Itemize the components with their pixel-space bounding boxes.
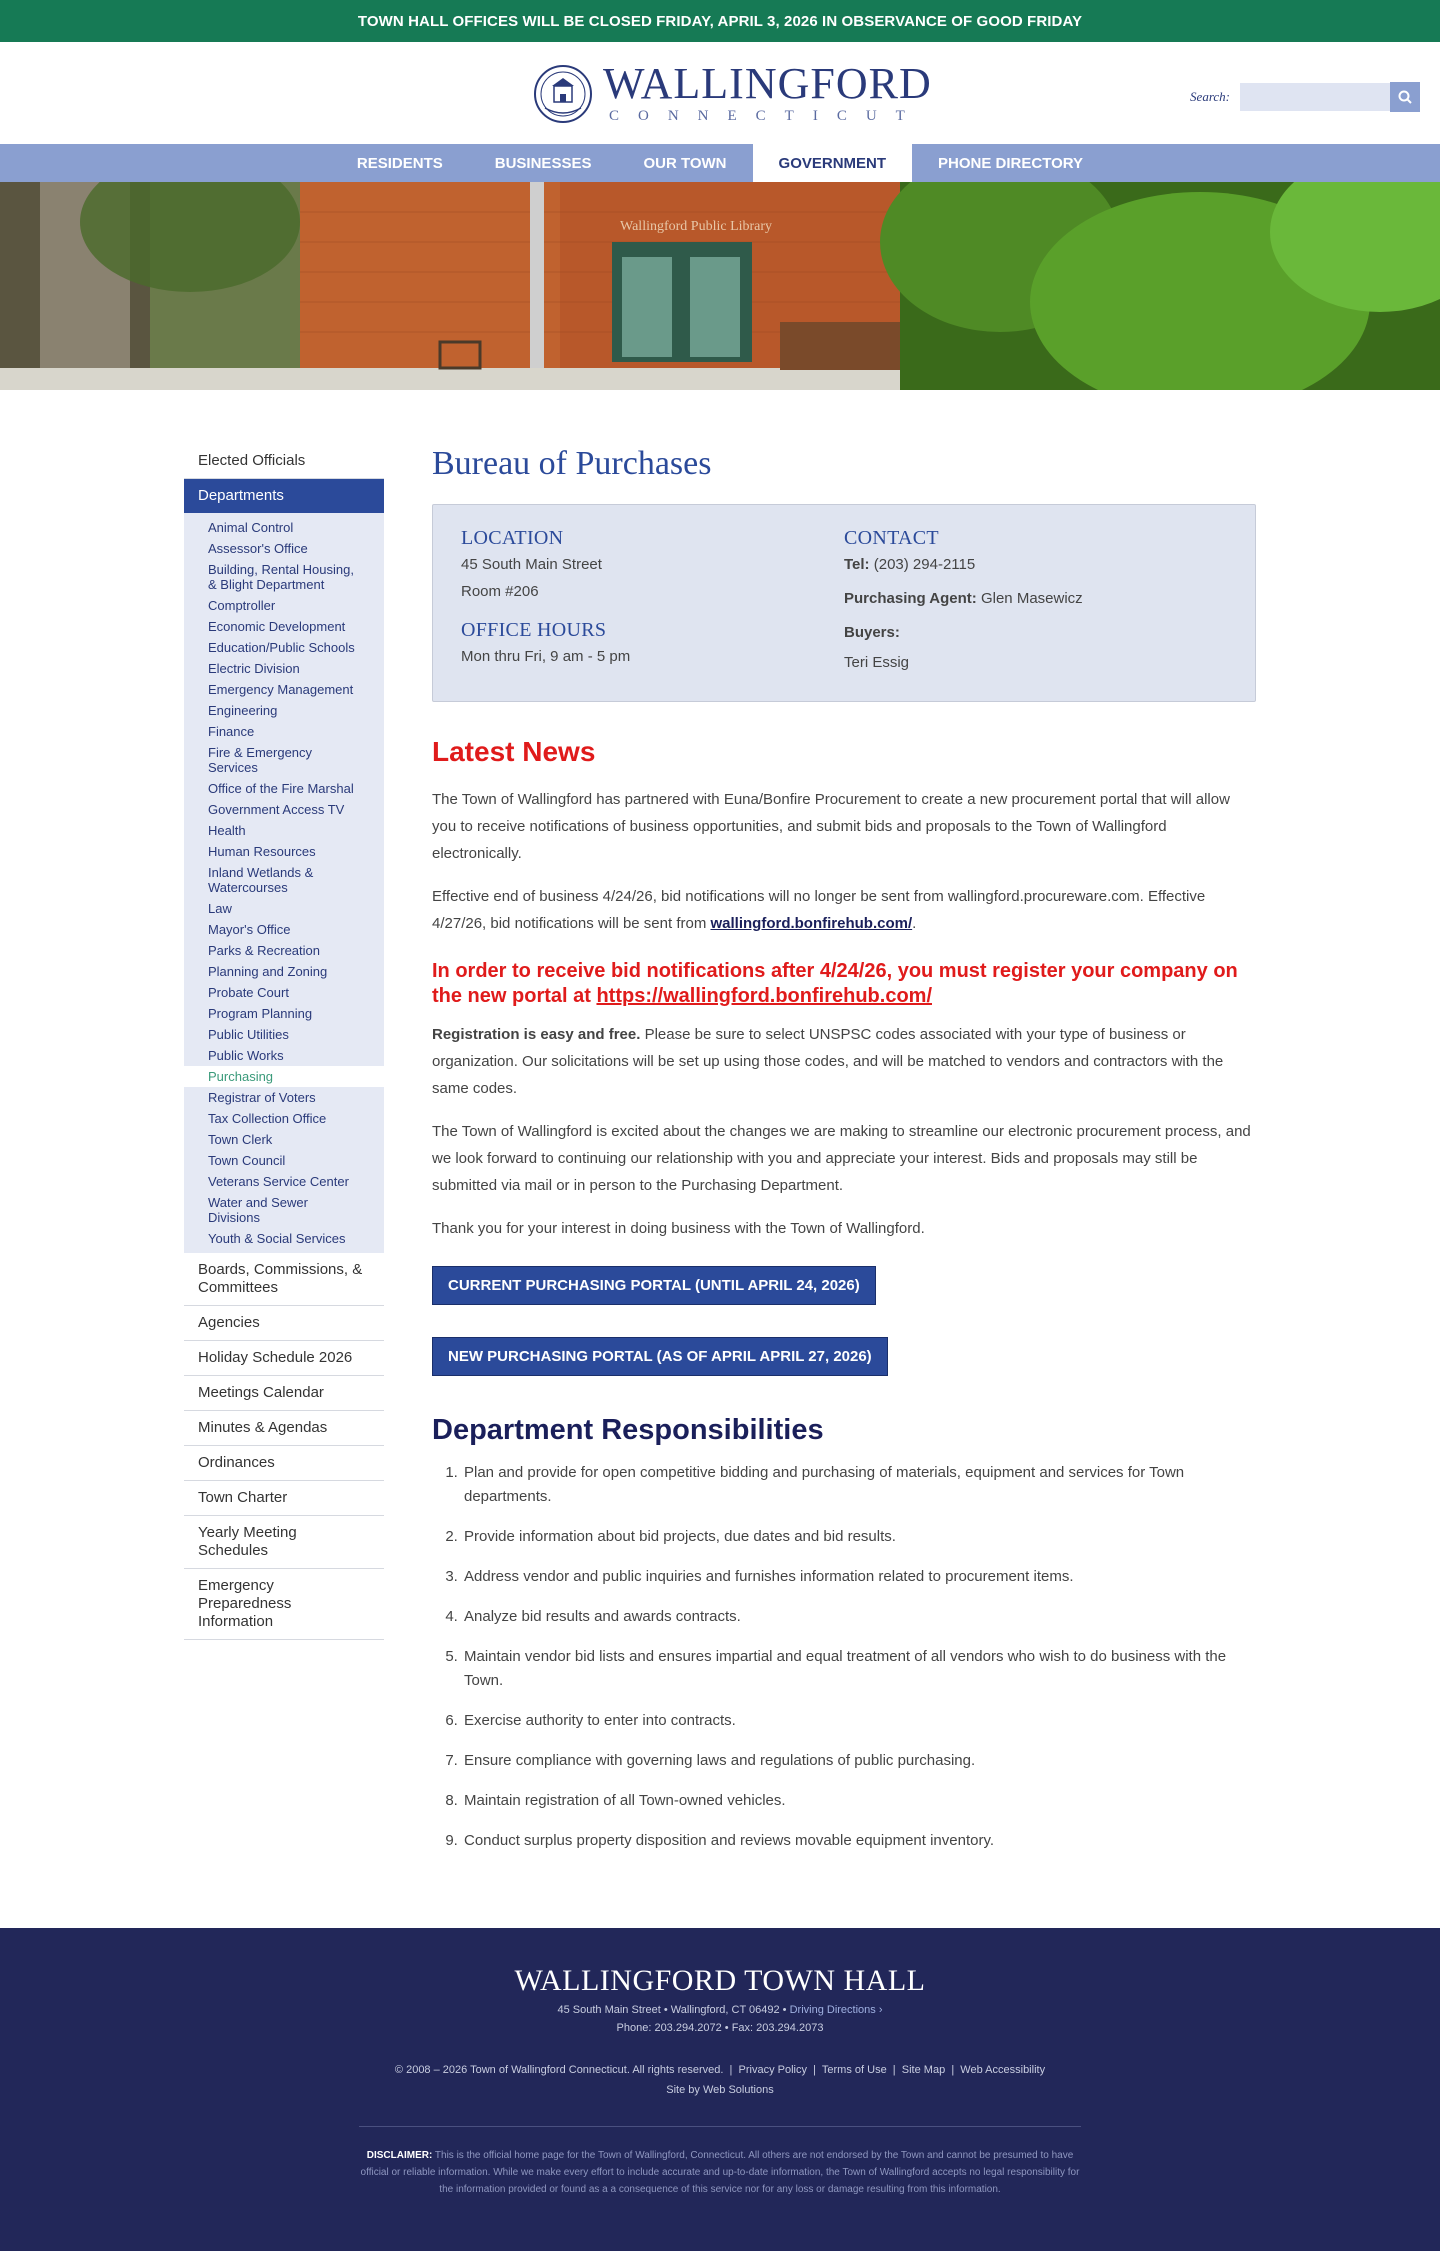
responsibilities-list bbox=[432, 1461, 1256, 1853]
news-paragraph-1: The Town of Wallingford has partnered with Euna/Bonfire Procurement to create a new procurement portal that will allow you to receive notifications of business opportunities, and submit bids and proposals to the Town of Wallingford electronically. bbox=[432, 791, 1230, 862]
sidebar-dept-item[interactable]: Inland Wetlands & Watercourses bbox=[208, 865, 314, 895]
news-paragraph-4: The Town of Wallingford is excited about the changes we are making to streamline our electronic procurement process, and we look forward to continuing our relationship with you and appreciate your interest. Bids and proposals may still be submitted via mail or in person to the Purchasing Department. bbox=[432, 1123, 1251, 1194]
main-content bbox=[432, 444, 1256, 1869]
sidebar-dept-item[interactable]: Program Planning bbox=[208, 1006, 313, 1021]
sidebar-item[interactable]: Meetings Calendar bbox=[184, 1376, 384, 1411]
news-paragraph-3: Registration is easy and free. Please be sure to select UNSPSC codes associated with your type of business or organization. Our solicitations will be set up using those codes, and will be matched to vendors and contractors with the same codes. bbox=[432, 1026, 1224, 1097]
purchasing-agent-label: Purchasing Agent: bbox=[844, 590, 977, 607]
current-portal-button[interactable]: CURRENT PURCHASING PORTAL (UNTIL APRIL 24, 2026) bbox=[432, 1266, 876, 1305]
new-portal-button[interactable]: NEW PURCHASING PORTAL (AS OF APRIL APRIL 27, 2026) bbox=[432, 1337, 888, 1376]
location-address-2: Room #206 bbox=[461, 583, 539, 600]
closure-alert-text: TOWN HALL OFFICES WILL BE CLOSED FRIDAY, APRIL 3, 2026 IN OBSERVANCE OF GOOD FRIDAY bbox=[357, 12, 1083, 30]
footer-link-terms[interactable]: Terms of Use bbox=[821, 2064, 887, 2076]
sidebar-dept-item[interactable]: Veterans Service Center bbox=[208, 1174, 349, 1189]
sidebar-dept-item[interactable]: Mayor's Office bbox=[208, 922, 291, 937]
logo-name: WALLINGFORD bbox=[603, 59, 932, 108]
sidebar-item[interactable]: Holiday Schedule 2026 bbox=[184, 1341, 384, 1376]
sidebar-dept-item[interactable]: Economic Development bbox=[208, 619, 346, 634]
footer-link-privacy[interactable]: Privacy Policy bbox=[738, 2064, 807, 2076]
sidebar-item[interactable]: Town Charter bbox=[184, 1481, 384, 1516]
departments-submenu bbox=[184, 513, 384, 1253]
hero-sign-text: Wallingford Public Library bbox=[620, 219, 773, 234]
office-hours-text: Mon thru Fri, 9 am - 5 pm bbox=[461, 648, 631, 665]
sidebar-item[interactable]: Boards, Commissions, & Committees bbox=[184, 1253, 384, 1306]
footer-credit[interactable]: Site by Web Solutions bbox=[666, 2084, 774, 2096]
buyers-label: Buyers: bbox=[844, 624, 900, 641]
sidebar-dept-item[interactable]: Building, Rental Housing, & Blight Department bbox=[208, 562, 354, 592]
site-footer bbox=[0, 1928, 1440, 2251]
footer-disclaimer: DISCLAIMER: This is the official home page for the Town of Wallingford, Connecticut. All others are not endorsed by the Town and cannot be presumed to have official or reliable information. While we make every effort to include accurate and up-to-date information, the Town of Wallingford accepts no legal responsibility for the information provided or found as a a consequence of this service nor for any loss or damage resulting from this information. bbox=[360, 2150, 1080, 2195]
main-nav bbox=[0, 144, 1440, 182]
sidebar-item[interactable]: Minutes & Agendas bbox=[184, 1411, 384, 1446]
sidebar-dept-item[interactable]: Youth & Social Services bbox=[208, 1231, 346, 1246]
bonfire-link[interactable]: wallingford.bonfirehub.com/ bbox=[710, 915, 913, 932]
search-bar bbox=[1190, 82, 1420, 112]
sidebar-dept-item[interactable]: Fire & Emergency Services bbox=[208, 745, 313, 775]
purchasing-agent-value: Glen Masewicz bbox=[980, 590, 1083, 607]
responsibility-item: 2. Provide information about bid projects, due dates and bid results. bbox=[462, 1525, 1256, 1549]
footer-links: © 2008 – 2026 Town of Wallingford Connecticut. All rights reserved. | Privacy Policy | Terms of Use | Site Map | Web Accessibility bbox=[394, 2064, 1046, 2076]
sidebar-dept-item[interactable]: Comptroller bbox=[208, 598, 276, 613]
responsibility-item: 8. Maintain registration of all Town-owned vehicles. bbox=[462, 1789, 1256, 1813]
sidebar-item-elected-officials[interactable]: Elected Officials bbox=[184, 444, 384, 479]
logo-subtitle: CONNECTICUT bbox=[609, 108, 924, 124]
responsibilities-heading: Department Responsibilities bbox=[432, 1414, 824, 1446]
responsibility-item: 6. Exercise authority to enter into contracts. bbox=[462, 1709, 1256, 1733]
footer-divider bbox=[359, 2126, 1081, 2127]
nav-residents[interactable]: RESIDENTS bbox=[356, 154, 443, 172]
sidebar-dept-item[interactable]: Assessor's Office bbox=[208, 541, 308, 556]
registration-alert: In order to receive bid notifications after 4/24/26, you must register your company on the new portal at https://wallingford.bonfirehub.com/ bbox=[432, 960, 1238, 1007]
sidebar-item-departments[interactable]: Departments bbox=[184, 479, 384, 513]
responsibility-item: 7. Ensure compliance with governing laws and regulations of public purchasing. bbox=[462, 1749, 1256, 1773]
responsibility-item: 9. Conduct surplus property disposition and reviews movable equipment inventory. bbox=[462, 1829, 1256, 1853]
office-hours-heading: OFFICE HOURS bbox=[461, 619, 607, 641]
sidebar-item[interactable]: Ordinances bbox=[184, 1446, 384, 1481]
sidebar-dept-item[interactable]: Tax Collection Office bbox=[208, 1111, 327, 1126]
sidebar-dept-item[interactable]: Engineering bbox=[208, 703, 278, 718]
sidebar-dept-item[interactable]: Health bbox=[208, 823, 246, 838]
contact-info-box bbox=[432, 504, 1256, 702]
nav-our-town[interactable]: OUR TOWN bbox=[643, 154, 727, 172]
sidebar-dept-item[interactable]: Planning and Zoning bbox=[208, 964, 328, 979]
sidebar-dept-item[interactable]: Education/Public Schools bbox=[208, 640, 355, 655]
sidebar-dept-item[interactable]: Public Works bbox=[208, 1048, 284, 1063]
driving-directions-link[interactable]: Driving Directions › bbox=[789, 2004, 883, 2016]
footer-title: WALLINGFORD TOWN HALL bbox=[514, 1964, 926, 1997]
site-header bbox=[0, 42, 1440, 144]
tel-value: (203) 294-2115 bbox=[873, 556, 976, 573]
tel-label: Tel: bbox=[844, 556, 870, 573]
footer-phones: Phone: 203.294.2072 • Fax: 203.294.2073 bbox=[616, 2022, 824, 2034]
town-seal-icon bbox=[533, 64, 593, 124]
sidebar-dept-item[interactable]: Finance bbox=[208, 724, 255, 739]
news-paragraph-5: Thank you for your interest in doing business with the Town of Wallingford. bbox=[432, 1220, 925, 1237]
sidebar-dept-item[interactable]: Probate Court bbox=[208, 985, 289, 1000]
sidebar-nav bbox=[184, 444, 384, 1640]
search-button[interactable] bbox=[1390, 82, 1420, 112]
closure-alert-bar bbox=[0, 0, 1440, 42]
sidebar-bottom-items bbox=[184, 1253, 384, 1640]
location-heading: LOCATION bbox=[461, 527, 564, 549]
search-input[interactable] bbox=[1240, 83, 1390, 111]
buyer-name: Teri Essig bbox=[844, 654, 910, 671]
responsibility-item: 1. Plan and provide for open competitive bidding and purchasing of materials, equipment and services for Town departments. bbox=[462, 1461, 1256, 1509]
site-logo[interactable] bbox=[533, 59, 932, 125]
search-label: Search: bbox=[1190, 89, 1230, 104]
responsibility-item: 5. Maintain vendor bid lists and ensures impartial and equal treatment of all vendors who wish to do business with the Town. bbox=[462, 1645, 1256, 1693]
sidebar-dept-item[interactable]: Law bbox=[208, 901, 232, 916]
responsibility-item: 3. Address vendor and public inquiries and furnishes information related to procurement items. bbox=[462, 1565, 1256, 1589]
nav-government[interactable]: GOVERNMENT bbox=[753, 144, 913, 182]
sidebar-item[interactable]: Yearly Meeting Schedules bbox=[184, 1516, 384, 1569]
footer-link-sitemap[interactable]: Site Map bbox=[901, 2064, 946, 2076]
footer-link-accessibility[interactable]: Web Accessibility bbox=[960, 2064, 1046, 2076]
sidebar-dept-item[interactable]: Electric Division bbox=[208, 661, 300, 676]
sidebar-dept-item[interactable]: Parks & Recreation bbox=[208, 943, 320, 958]
sidebar-dept-item[interactable]: Office of the Fire Marshal bbox=[208, 781, 354, 796]
sidebar-dept-item[interactable]: Town Clerk bbox=[208, 1132, 273, 1147]
sidebar-dept-item[interactable]: Registrar of Voters bbox=[208, 1090, 316, 1105]
responsibility-item: 4. Analyze bid results and awards contracts. bbox=[462, 1605, 1256, 1629]
contact-heading: CONTACT bbox=[844, 527, 939, 549]
sidebar-dept-item[interactable]: Water and Sewer Divisions bbox=[208, 1195, 308, 1225]
location-address-1: 45 South Main Street bbox=[461, 556, 602, 573]
sidebar-dept-item[interactable]: Town Council bbox=[208, 1153, 286, 1168]
sidebar-item[interactable]: Emergency Preparedness Information bbox=[184, 1569, 384, 1640]
sidebar-dept-item[interactable]: Government Access TV bbox=[208, 802, 345, 817]
bonfire-portal-link[interactable]: https://wallingford.bonfirehub.com/ bbox=[596, 985, 932, 1007]
footer-copyright: © 2008 – 2026 Town of Wallingford Connecticut. All rights reserved. bbox=[394, 2064, 724, 2076]
search-icon bbox=[1398, 90, 1412, 104]
nav-phone-directory[interactable]: PHONE DIRECTORY bbox=[938, 154, 1084, 172]
sidebar-dept-item[interactable]: Purchasing bbox=[184, 1066, 384, 1087]
page-title: Bureau of Purchases bbox=[432, 445, 712, 482]
news-paragraph-2: Effective end of business 4/24/26, bid notifications will no longer be sent from wallingford.procureware.com. Effective 4/27/26, bid notifications will be sent from wallingford.bonfirehub.com/. bbox=[432, 888, 1206, 932]
sidebar-dept-item[interactable]: Emergency Management bbox=[208, 682, 354, 697]
nav-businesses[interactable]: BUSINESSES bbox=[494, 154, 592, 172]
sidebar-dept-item[interactable]: Public Utilities bbox=[208, 1027, 289, 1042]
sidebar-item[interactable]: Agencies bbox=[184, 1306, 384, 1341]
latest-news-heading: Latest News bbox=[432, 736, 596, 767]
sidebar-dept-item[interactable]: Animal Control bbox=[208, 520, 294, 535]
hero-banner-image bbox=[0, 182, 1440, 390]
footer-address: 45 South Main Street • Wallingford, CT 06492 • Driving Directions › bbox=[557, 2004, 883, 2016]
sidebar-dept-item[interactable]: Human Resources bbox=[208, 844, 316, 859]
